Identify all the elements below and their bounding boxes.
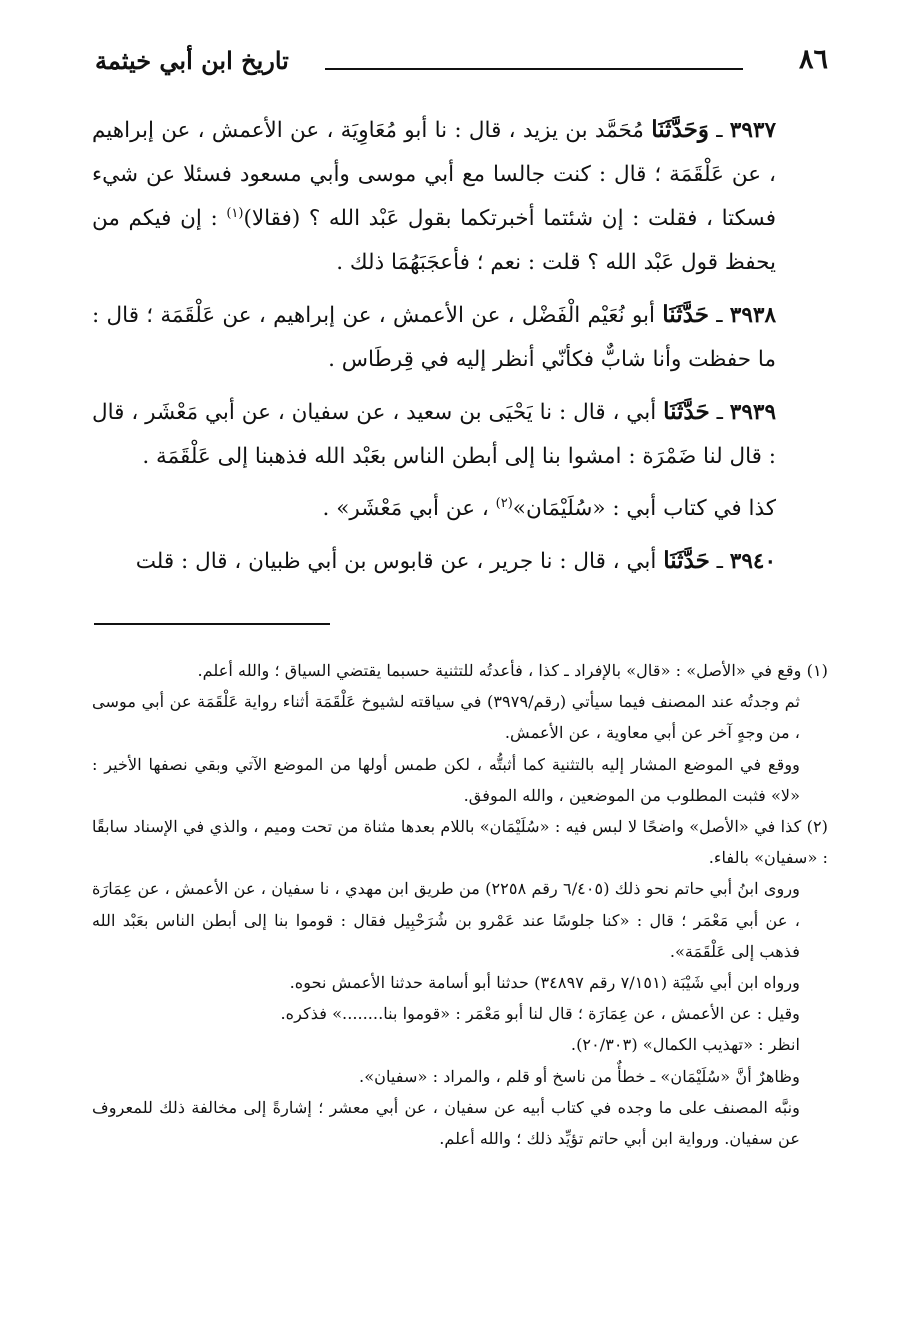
- hadith-3937: ٣٩٣٧ ـ وَحَدَّثَنَا مُحَمَّد بن يزيد ، قال : نا أبو مُعَاوِيَة ، عن الأعمش ، عن إبراهيم ، عن عَلْقَمَة ؛ قال : كنت جالسا مع أبي موسى وأبي مسعود فسئلا عن شيء فسكتا ، فقلت : إن شئتما أخبرتكما بقول عَبْد الله ؟ (فقالا)$^{(١)}$ : إن فيكم من يحفظ قول عَبْد الله ؟ قلت : نعم ؛ فأعجَبَهُمَا ذلك .: [92, 116, 776, 275]
- hadith-text: مُحَمَّد بن يزيد ، قال : نا أبو مُعَاوِيَة ، عن الأعمش ، عن إبراهيم ، عن عَلْقَمَة ؛ قال : كنت جالسا مع أبي موسى وأبي مسعود فسئلا عن شيء فسكتا ، فقلت : إن شئتما أخبرتكما بقول عَبْد الله ؟ (فقالا): [92, 118, 776, 231]
- hadith-number: ٣٩٤٠: [729, 549, 776, 574]
- hadith-number: ٣٩٣٧: [729, 118, 776, 143]
- hadith-text: أبي ، قال : نا يَحْيَى بن سعيد ، عن سفيان ، عن أبي مَعْشَر ، قال : قال لنا ضَمْرَة : امشوا بنا إلى أبطن الناس بعَبْد الله فذهبنا إلى عَلْقَمَة .: [92, 400, 776, 469]
- footnote-2: [92, 811, 828, 873]
- footnote-1: [92, 655, 828, 686]
- hadith-3938: ٣٩٣٨ ـ حَدَّثَنَا أبو نُعَيْم الْفَضْل ، عن الأعمش ، عن إبراهيم ، عن عَلْقَمَة ؛ قال : ما حفظت وأنا شابٌّ فكأنّي أنظر إليه في قِرطَاس .: [92, 301, 776, 372]
- hadith-text: أبو نُعَيْم الْفَضْل ، عن الأعمش ، عن إبراهيم ، عن عَلْقَمَة ؛ قال : ما حفظت وأنا شابٌّ فكأنّي أنظر إليه في قِرطَاس .: [92, 303, 776, 372]
- footnote-ref-1[interactable]: (١): [226, 205, 244, 221]
- footnote-1-para-3: ووقع في الموضع المشار إليه بالتثنية كما أثبتُّه ، لكن طمس أولها من الموضع الآتي وبقي نصفها الأخير : «لا» فثبت المطلوب من الموضعين ، والله الموفق.: [92, 754, 800, 805]
- footnote-2-para-7: ونبَّه المصنف على ما وجده في كتاب أبيه عن سفيان ، عن أبي معشر ؛ إشارةً إلى مخالفة ذلك للمعروف عن سفيان. ورواية ابن أبي حاتم تؤيِّد ذلك ؛ والله أعلم.: [92, 1097, 800, 1149]
- footnote-text: وقع في «الأصل» : «قال» بالإفراد ـ كذا ، فأعدتُه للتثنية حسبما يقتضي السياق ؛ والله أعلم.: [197, 661, 802, 680]
- author-note: [92, 487, 828, 531]
- header-rule: [325, 68, 743, 70]
- note-text: كذا في كتاب أبي : «سُلَيْمَان»: [512, 496, 776, 521]
- footnote-marker: (١): [806, 661, 828, 680]
- hadith-keyword: حَدَّثَنَا: [663, 547, 710, 574]
- footnotes: [92, 655, 828, 1154]
- hadith-keyword: حَدَّثَنَا: [662, 301, 709, 328]
- hadith-text: أبي ، قال : نا جرير ، عن قابوس بن أبي ظبيان ، قال : قلت: [135, 549, 657, 574]
- note-text-cont: ، عن أبي مَعْشَر» .: [322, 496, 489, 521]
- hadith-keyword: حَدَّثَنَا: [663, 398, 710, 425]
- footnote-2-para-5: انظر : «تهذيب الكمال» (٢٠/٣٠٣).: [570, 1035, 800, 1055]
- hadith-keyword: وَحَدَّثَنَا: [651, 116, 709, 143]
- page-number: ٨٦: [798, 44, 828, 75]
- footnote-1-para-2: ثم وجدتُه عند المصنف فيما سيأتي (رقم/٣٩٧٩) في سياقته لشيوخ عَلْقَمَة أثناء رواية عَلْقَمَة عن أبي موسى ، من وجهٍ آخر عن أبي معاوية ، عن الأعمش.: [92, 692, 800, 743]
- hadith-text-cont: : إن فيكم من يحفظ قول عَبْد الله ؟ قلت : نعم ؛ فأعجَبَهُمَا ذلك .: [92, 206, 776, 275]
- hadith-3939: ٣٩٣٩ ـ حَدَّثَنَا أبي ، قال : نا يَحْيَى بن سعيد ، عن سفيان ، عن أبي مَعْشَر ، قال : قال لنا ضَمْرَة : امشوا بنا إلى أبطن الناس بعَبْد الله فذهبنا إلى عَلْقَمَة .: [92, 398, 776, 469]
- footnote-marker: (٢): [806, 817, 828, 837]
- page-header: [95, 44, 828, 84]
- footnote-2-para-4: وقيل : عن الأعمش ، عن عِمَارَة ؛ قال لنا أبو مَعْمَر : «قوموا بنا........» فذكره.: [280, 1004, 800, 1024]
- footnote-ref-2[interactable]: (٢): [495, 495, 513, 511]
- footnote-2-para-3: ورواه ابن أبي شَيْبَة (٧/١٥١ رقم ٣٤٨٩٧) حدثنا أبو أسامة حدثنا الأعمش نحوه.: [289, 973, 800, 993]
- footnote-text: كذا في «الأصل» واضحًا لا لبس فيه : «سُلَيْمَان» باللام بعدها مثناة من تحت وميم ، والذي في الإسناد سابقًا : «سفيان» بالفاء.: [92, 817, 828, 868]
- hadith-3940: ٣٩٤٠ ـ حَدَّثَنَا أبي ، قال : نا جرير ، عن قابوس بن أبي ظبيان ، قال : قلت: [135, 547, 776, 574]
- footnote-2-para-2: وروى ابنُ أبي حاتم نحو ذلك (٦/٤٠٥ رقم ٢٢٥٨) من طريق ابن مهدي ، نا سفيان ، عن الأعمش ، عن عِمَارَة ، عن أبي مَعْمَر ؛ قال : «كنا جلوسًا عند عَمْرو بن شُرَحْبِيل فقال : قوموا بنا إلى أبطن الناس بعَبْد الله فذهب إلى عَلْقَمَة».: [92, 879, 800, 961]
- main-text: [92, 108, 828, 592]
- hadith-number: ٣٩٣٩: [729, 400, 776, 425]
- hadith-number: ٣٩٣٨: [729, 303, 776, 328]
- book-title: تاريخ ابن أبي خيثمة: [95, 46, 289, 75]
- footnote-separator: [94, 623, 330, 625]
- footnote-2-para-6: وظاهرٌ أنَّ «سُلَيْمَان» ـ خطأٌ من ناسخ أو قلم ، والمراد : «سفيان».: [359, 1066, 800, 1086]
